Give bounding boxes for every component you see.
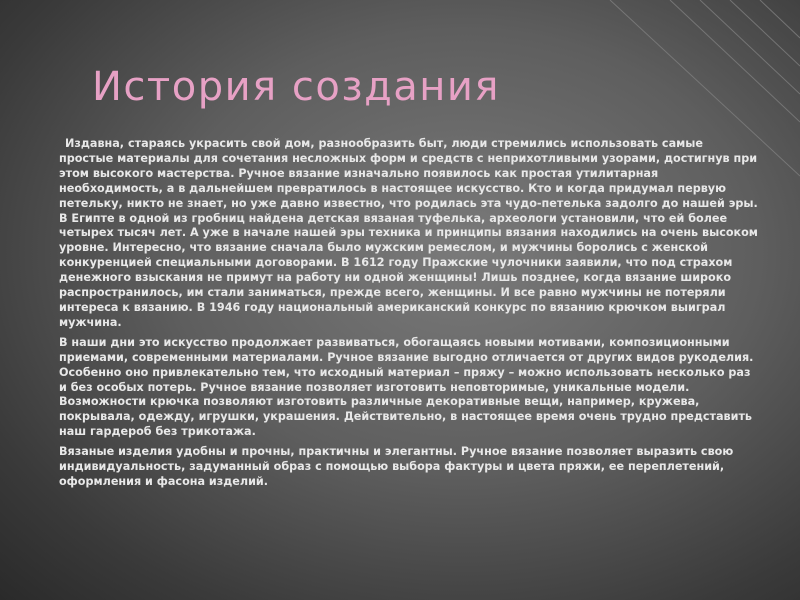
corner-line-3: [730, 0, 800, 66]
slide-body: [59, 137, 759, 495]
corner-line-1: [670, 0, 800, 122]
corner-line-2: [700, 0, 800, 94]
corner-line-4: [760, 0, 800, 38]
paragraph-modern-day: В наши дни это искусство продолжает развиваться, обогащаясь новыми мотивами, композиционными приемами, современными материалами. Ручное вязание выгодно отличается от других видов рукоделия. Особенно оно привлекательно тем, что исходный материал – пряжу – можно использовать несколько раз и без особых потерь. Ручное вязание позволяет изготовить неповторимые, уникальные модели. Возможности крючка позволяют изготовить различные декоративные вещи, например, кружева, покрывала, одежду, игрушки, украшения. Действительно, в настоящее время очень трудно представить наш гардероб без трикотажа.: [59, 335, 754, 439]
slide-title: История создания: [92, 64, 500, 110]
paragraph-history: Издавна, стараясь украсить свой дом, разнообразить быт, люди стремились использовать самые простые материалы для сочетания несложных форм и средств с неприхотливыми узорами, достигнув при этом высокого мастерства. Ручное вязание изначально появилось как простая утилитарная необходимость, а в дальнейшем превратилось в настоящее искусство. Кто и когда придумал первую петельку, никто не знает, но уже давно известно, что родилась эта чудо-петелька задолго до нашей эры. В Египте в одной из гробниц найдена детская вязаная туфелька, археологи установили, что ей более четырех тысяч лет. А уже в начале нашей эры техника и принципы вязания находились на очень высоком уровне. Интересно, что вязание сначала было мужским ремеслом, и мужчины боролись с женской конкуренцией специальными договорами. В 1612 году Пражские чулочники заявили, что под страхом денежного взыскания не примут на работу ни одной женщины! Лишь позднее, когда вязание широко распространилось, им стали заниматься, прежде всего, женщины. И все равно мужчины не потеряли интереса к вязанию. В 1946 году национальный американский конкурс по вязанию крючком выиграл мужчина.: [59, 137, 758, 329]
paragraph-benefits: Вязаные изделия удобны и прочны, практичны и элегантны. Ручное вязание позволяет выразить свою индивидуальность, задуманный образ с помощью выбора фактуры и цвета пряжи, ее переплетений, оформления и фасона изделий.: [59, 445, 734, 488]
